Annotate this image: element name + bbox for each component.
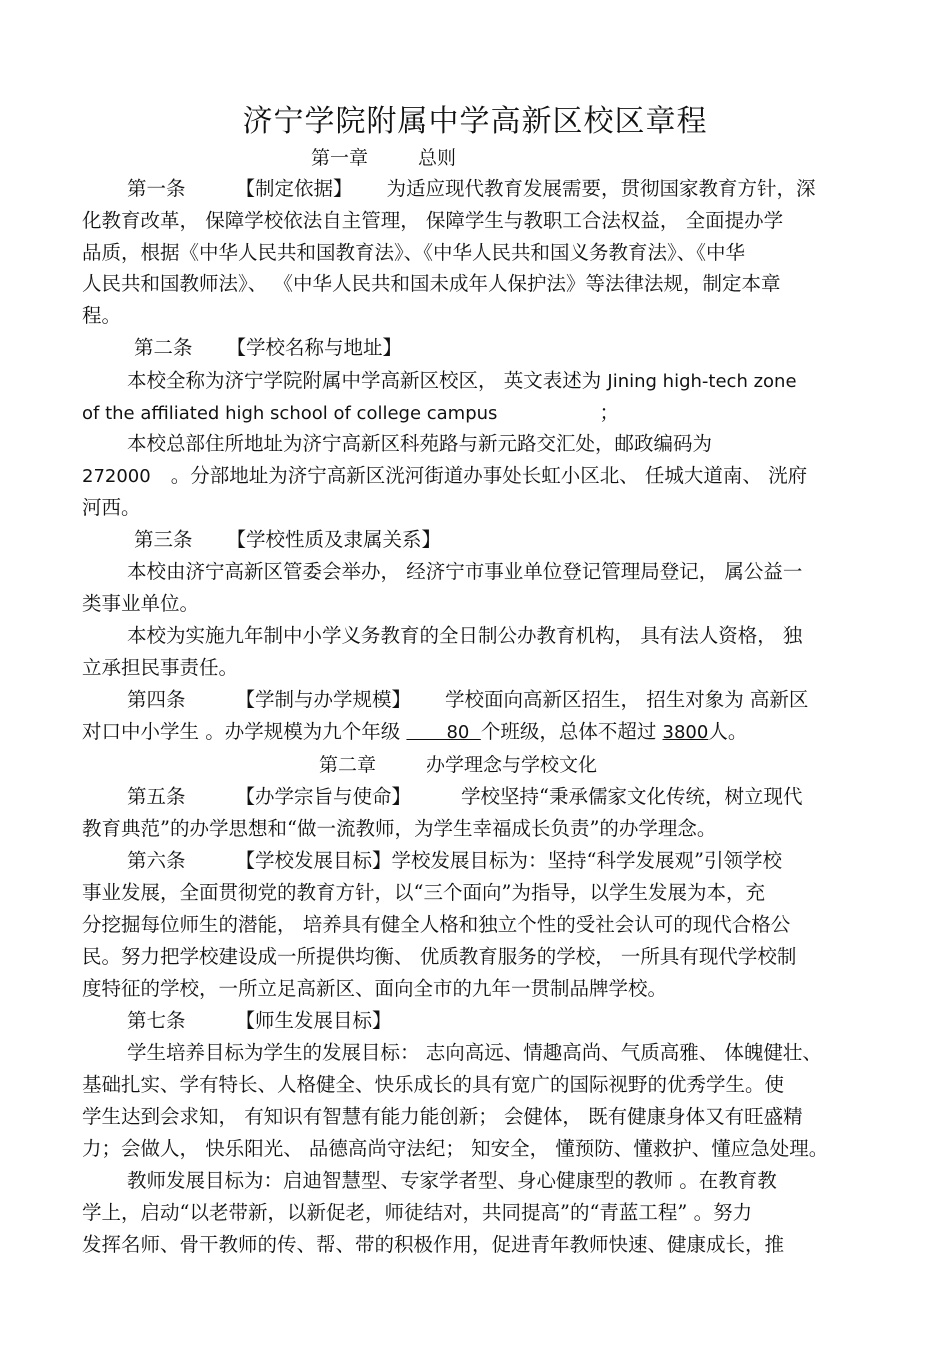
text-line: 学生达到会求知， 有知识有智慧有能力能创新； 会健体， 既有健康身体又有旺盛精 <box>82 1105 803 1128</box>
text-line: 度特征的学校，一所立足高新区、面向全市的九年一贯制品牌学校。 <box>82 977 668 1000</box>
article-tag: 【学校发展目标】 <box>235 849 392 872</box>
article-tag: 【学制与办学规模】 <box>235 688 412 711</box>
article-6-line <box>127 846 782 876</box>
text-line: 教育典范”的办学思想和“做一流教师，为学生幸福成长负责”的办学理念。 <box>82 817 717 840</box>
text-line: 品质，根据《中华人民共和国教育法》、《中华人民共和国义务教育法》、《中华 <box>82 241 746 264</box>
article-7-line <box>127 1006 392 1036</box>
text: 个班级，总体不超过 <box>480 720 663 743</box>
text: 学校发展目标为：坚持“科学发展观”引领学校 <box>391 849 782 872</box>
text-line: 立承担民事责任。 <box>82 656 239 679</box>
article-number: 第一条 <box>127 177 186 200</box>
text: 对口中小学生 。办学规模为九个年级 <box>82 720 407 743</box>
english-name: Jining high-tech zone <box>607 371 797 392</box>
text-line <box>82 717 747 748</box>
article-tag: 【师生发展目标】 <box>235 1009 392 1032</box>
text-line: 民。努力把学校建设成一所提供均衡、 优质教育服务的学校， 一所具有现代学校制 <box>82 945 797 968</box>
chapter-name: 总则 <box>418 147 457 169</box>
text-line: 事业发展，全面贯彻党的教育方针，以“三个面向”为指导，以学生发展为本，充 <box>82 881 765 904</box>
text-line <box>127 366 797 397</box>
text-line: 教师发展目标为：启迪智慧型、专家学者型、身心健康型的教师 。在教育教 <box>127 1169 777 1192</box>
article-tag: 【学校性质及隶属关系】 <box>226 528 442 551</box>
text: 为适应现代教育发展需要，贯彻国家教育方针，深 <box>386 177 816 200</box>
article-4-line <box>127 685 808 715</box>
article-1-line <box>127 174 816 204</box>
text: ； <box>599 401 619 424</box>
text-line: 本校总部住所地址为济宁高新区科苑路与新元路交汇处，邮政编码为 <box>127 432 713 455</box>
chapter-name: 办学理念与学校文化 <box>426 754 598 776</box>
text-line: 力；会做人， 快乐阳光、 品德高尚守法纪； 知安全， 懂预防、懂救护、懂应急处理。 <box>82 1137 829 1160</box>
article-number: 第二条 <box>134 336 193 359</box>
article-number: 第六条 <box>127 849 186 872</box>
student-count: 3800 <box>662 722 709 743</box>
text-line: 人民共和国教师法》、 《中华人民共和国未成年人保护法》等法律法规，制定本章 <box>82 272 781 295</box>
article-number: 第三条 <box>134 528 193 551</box>
chapter-number: 第一章 <box>311 147 369 169</box>
text: 学校面向高新区招生， 招生对象为 高新区 <box>445 688 809 711</box>
text-line: 河西。 <box>82 496 141 519</box>
article-number: 第四条 <box>127 688 186 711</box>
text-line <box>82 398 619 429</box>
article-number: 第五条 <box>127 785 186 808</box>
article-3-line <box>134 525 441 555</box>
text-line: 学上，启动“以老带新，以新促老，师徒结对，共同提高”的“青蓝工程” 。努力 <box>82 1201 753 1224</box>
english-name-cont: of the affiliated high school of college campus <box>82 403 498 424</box>
article-tag: 【办学宗旨与使命】 <box>235 785 412 808</box>
text: 本校全称为济宁学院附属中学高新区校区， 英文表述为 <box>127 369 608 392</box>
class-count: 80 <box>406 722 481 743</box>
text-line: 化教育改革， 保障学校依法自主管理， 保障学生与教职工合法权益， 全面提办学 <box>82 209 784 232</box>
article-tag: 【学校名称与地址】 <box>226 336 403 359</box>
article-number: 第七条 <box>127 1009 186 1032</box>
text-line: 基础扎实、学有特长、人格健全、快乐成长的具有宽广的国际视野的优秀学生。使 <box>82 1073 785 1096</box>
chapter-number: 第二章 <box>319 754 377 776</box>
text: 人。 <box>708 720 748 743</box>
text: 。分部地址为济宁高新区洸河街道办事处长虹小区北、 任城大道南、 洸府 <box>170 464 808 487</box>
text-line: 本校为实施九年制中小学义务教育的全日制公办教育机构， 具有法人资格， 独 <box>127 624 803 647</box>
chapter-1-heading <box>311 143 456 173</box>
article-2-line <box>134 333 402 363</box>
text-line: 发挥名师、骨干教师的传、帮、带的积极作用，促进青年教师快速、健康成长，推 <box>82 1233 785 1256</box>
chapter-2-heading <box>319 750 597 780</box>
text-line: 类事业单位。 <box>82 592 200 615</box>
text: 学校坚持“秉承儒家文化传统，树立现代 <box>461 785 803 808</box>
text-line: 本校由济宁高新区管委会举办， 经济宁市事业单位登记管理局登记， 属公益一 <box>127 560 803 583</box>
document-title: 济宁学院附属中学高新区校区章程 <box>242 104 708 139</box>
text-line: 分挖掘每位师生的潜能， 培养具有健全人格和独立个性的受社会认可的现代合格公 <box>82 913 791 936</box>
text-line <box>82 461 807 492</box>
text-line: 程。 <box>82 304 122 327</box>
article-tag: 【制定依据】 <box>235 177 353 200</box>
article-5-line <box>127 782 803 812</box>
postal-code: 272000 <box>82 466 151 487</box>
text-line: 学生培养目标为学生的发展目标： 志向高远、情趣高尚、气质高雅、 体魄健壮、 <box>127 1041 822 1064</box>
